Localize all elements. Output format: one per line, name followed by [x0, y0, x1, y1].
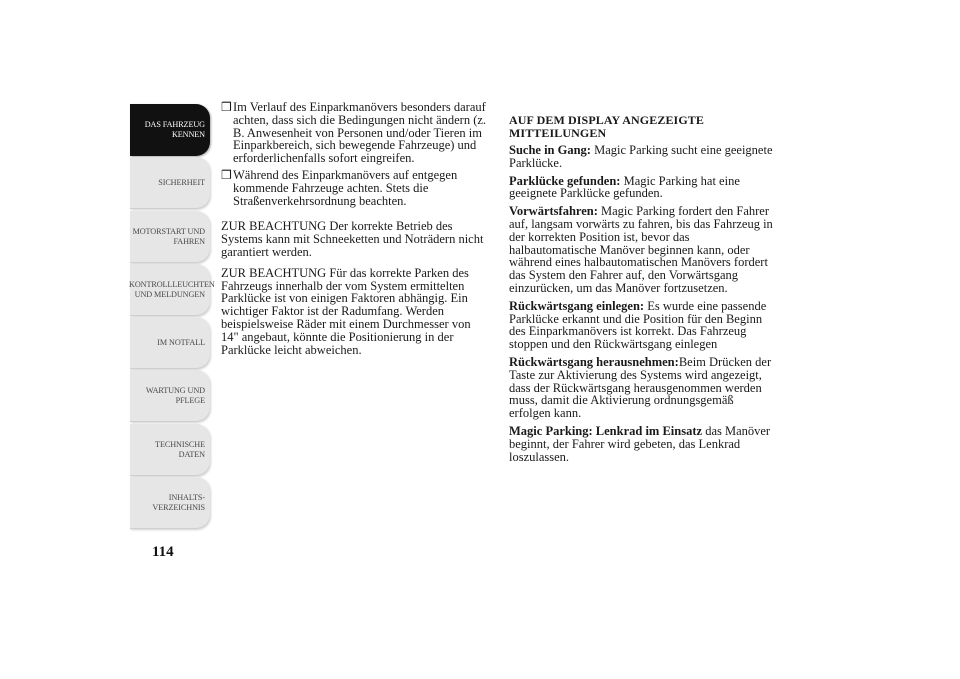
message-title: Suche in Gang:: [509, 143, 591, 157]
tab-kontrollleuchten-und-meldungen[interactable]: [129, 264, 215, 316]
message-text: das Manöver beginnt, der Fahrer wird gebeten, das Lenkrad loszulassen.: [509, 423, 771, 464]
display-message: [509, 425, 777, 463]
bullet-text: Im Verlauf des Einparkmanövers besonders darauf achten, dass sich die Bedingungen nicht ändern (z. B. Anwesenheit von Personen und/oder Tieren im Einparkbereich, sich bewegende Fahrzeuge) und erforderlichenfalls sofort eingreifen.: [233, 100, 487, 166]
display-message: [509, 356, 777, 420]
tab-label: INHALTS-VERZEICHNIS: [152, 493, 205, 513]
tab-wartung-und-pflege[interactable]: [130, 370, 210, 422]
display-message: [509, 205, 777, 295]
message-title: Rückwärtsgang herausnehmen:: [509, 354, 679, 369]
message-text: Beim Drücken der Taste zur Aktivierung des Systems wird angezeigt, dass der Rückwärtsgang herausgenommen werden muss, damit die Aktivierung ordnungsgemäß erfolgen kann.: [509, 354, 772, 421]
note-paragraph: ZUR BEACHTUNG Für das korrekte Parken des Fahrzeugs innerhalb der vom System ermittelten Parklücke ist von einigen Faktoren abhängig. Ein wichtiger Faktor ist der Radumfang. Werden beispielsweise Räder mit einem Durchmesser von 14" angebaut, könnte die Positionierung in der Parklücke leicht abweichen.: [221, 265, 471, 357]
tab-label: KONTROLLLEUCHTEN UND MELDUNGEN: [129, 279, 215, 299]
right-column: [509, 101, 777, 468]
chapter-sidebar: [129, 104, 215, 530]
tab-inhaltsverzeichnis[interactable]: [130, 477, 210, 529]
checkbox-bullet-icon: ❒: [221, 167, 232, 182]
left-column: [221, 101, 489, 364]
page-number: 114: [152, 544, 174, 560]
bullet-text: Während des Einparkmanövers auf entgegen kommende Fahrzeuge achten. Stets die Straßenverkehrsordnung beachten.: [233, 167, 458, 208]
message-title: Rückwärtsgang einlegen:: [509, 298, 645, 313]
message-title: Vorwärtsfahren:: [509, 204, 598, 219]
section-heading: AUF DEM DISPLAY ANGEZEIGTE MITTEILUNGEN: [509, 113, 704, 140]
bullet-item: [221, 101, 489, 165]
message-text: Magic Parking fordert den Fahrer auf, langsam vorwärts zu fahren, bis das Fahrzeug in der korrekten Position ist, bevor das halbautomatische Manöver beginnen kann, oder während eines halbautomatischen Manövers fordert das System den Fahrer auf, den Vorwärtsgang einzurücken, um das Manöver fortzusetzen.: [509, 204, 773, 295]
message-text: Magic Parking hat eine geeignete Parklücke gefunden.: [509, 173, 740, 201]
note-paragraph: ZUR BEACHTUNG Der korrekte Betrieb des Systems kann mit Schneeketten und Noträdern nicht garantiert werden.: [221, 219, 484, 259]
tab-technische-daten[interactable]: [130, 424, 210, 476]
message-title: Parklücke gefunden:: [509, 173, 621, 188]
tab-label: TECHNISCHE DATEN: [155, 439, 205, 459]
tab-label: IM NOTFALL: [157, 338, 205, 348]
tab-motorstart-und-fahren[interactable]: [130, 211, 210, 263]
bullet-item: [221, 169, 489, 207]
tab-das-fahrzeug-kennen[interactable]: [130, 104, 210, 156]
tab-label: WARTUNG UND PFLEGE: [145, 386, 205, 406]
checkbox-bullet-icon: ❒: [221, 100, 232, 114]
message-text: Magic Parking sucht eine geeignete Parklücke.: [509, 143, 773, 170]
display-message: [509, 144, 777, 170]
message-title: Magic Parking: Lenkrad im Einsatz: [509, 423, 703, 438]
tab-label: MOTORSTART UND FAHREN: [132, 226, 205, 246]
tab-im-notfall[interactable]: [130, 317, 210, 369]
tab-label: DAS FAHRZEUG KENNEN: [144, 120, 205, 139]
tab-label: SICHERHEIT: [158, 178, 205, 188]
display-message: [509, 175, 777, 201]
message-text: Es wurde eine passende Parklücke erkannt und die Position für den Beginn des Einparkmanövers ist korrekt. Das Fahrzeug stoppen und den Rückwärtsgang einlegen: [509, 298, 767, 352]
display-message: [509, 300, 777, 351]
tab-sicherheit[interactable]: [130, 157, 210, 209]
